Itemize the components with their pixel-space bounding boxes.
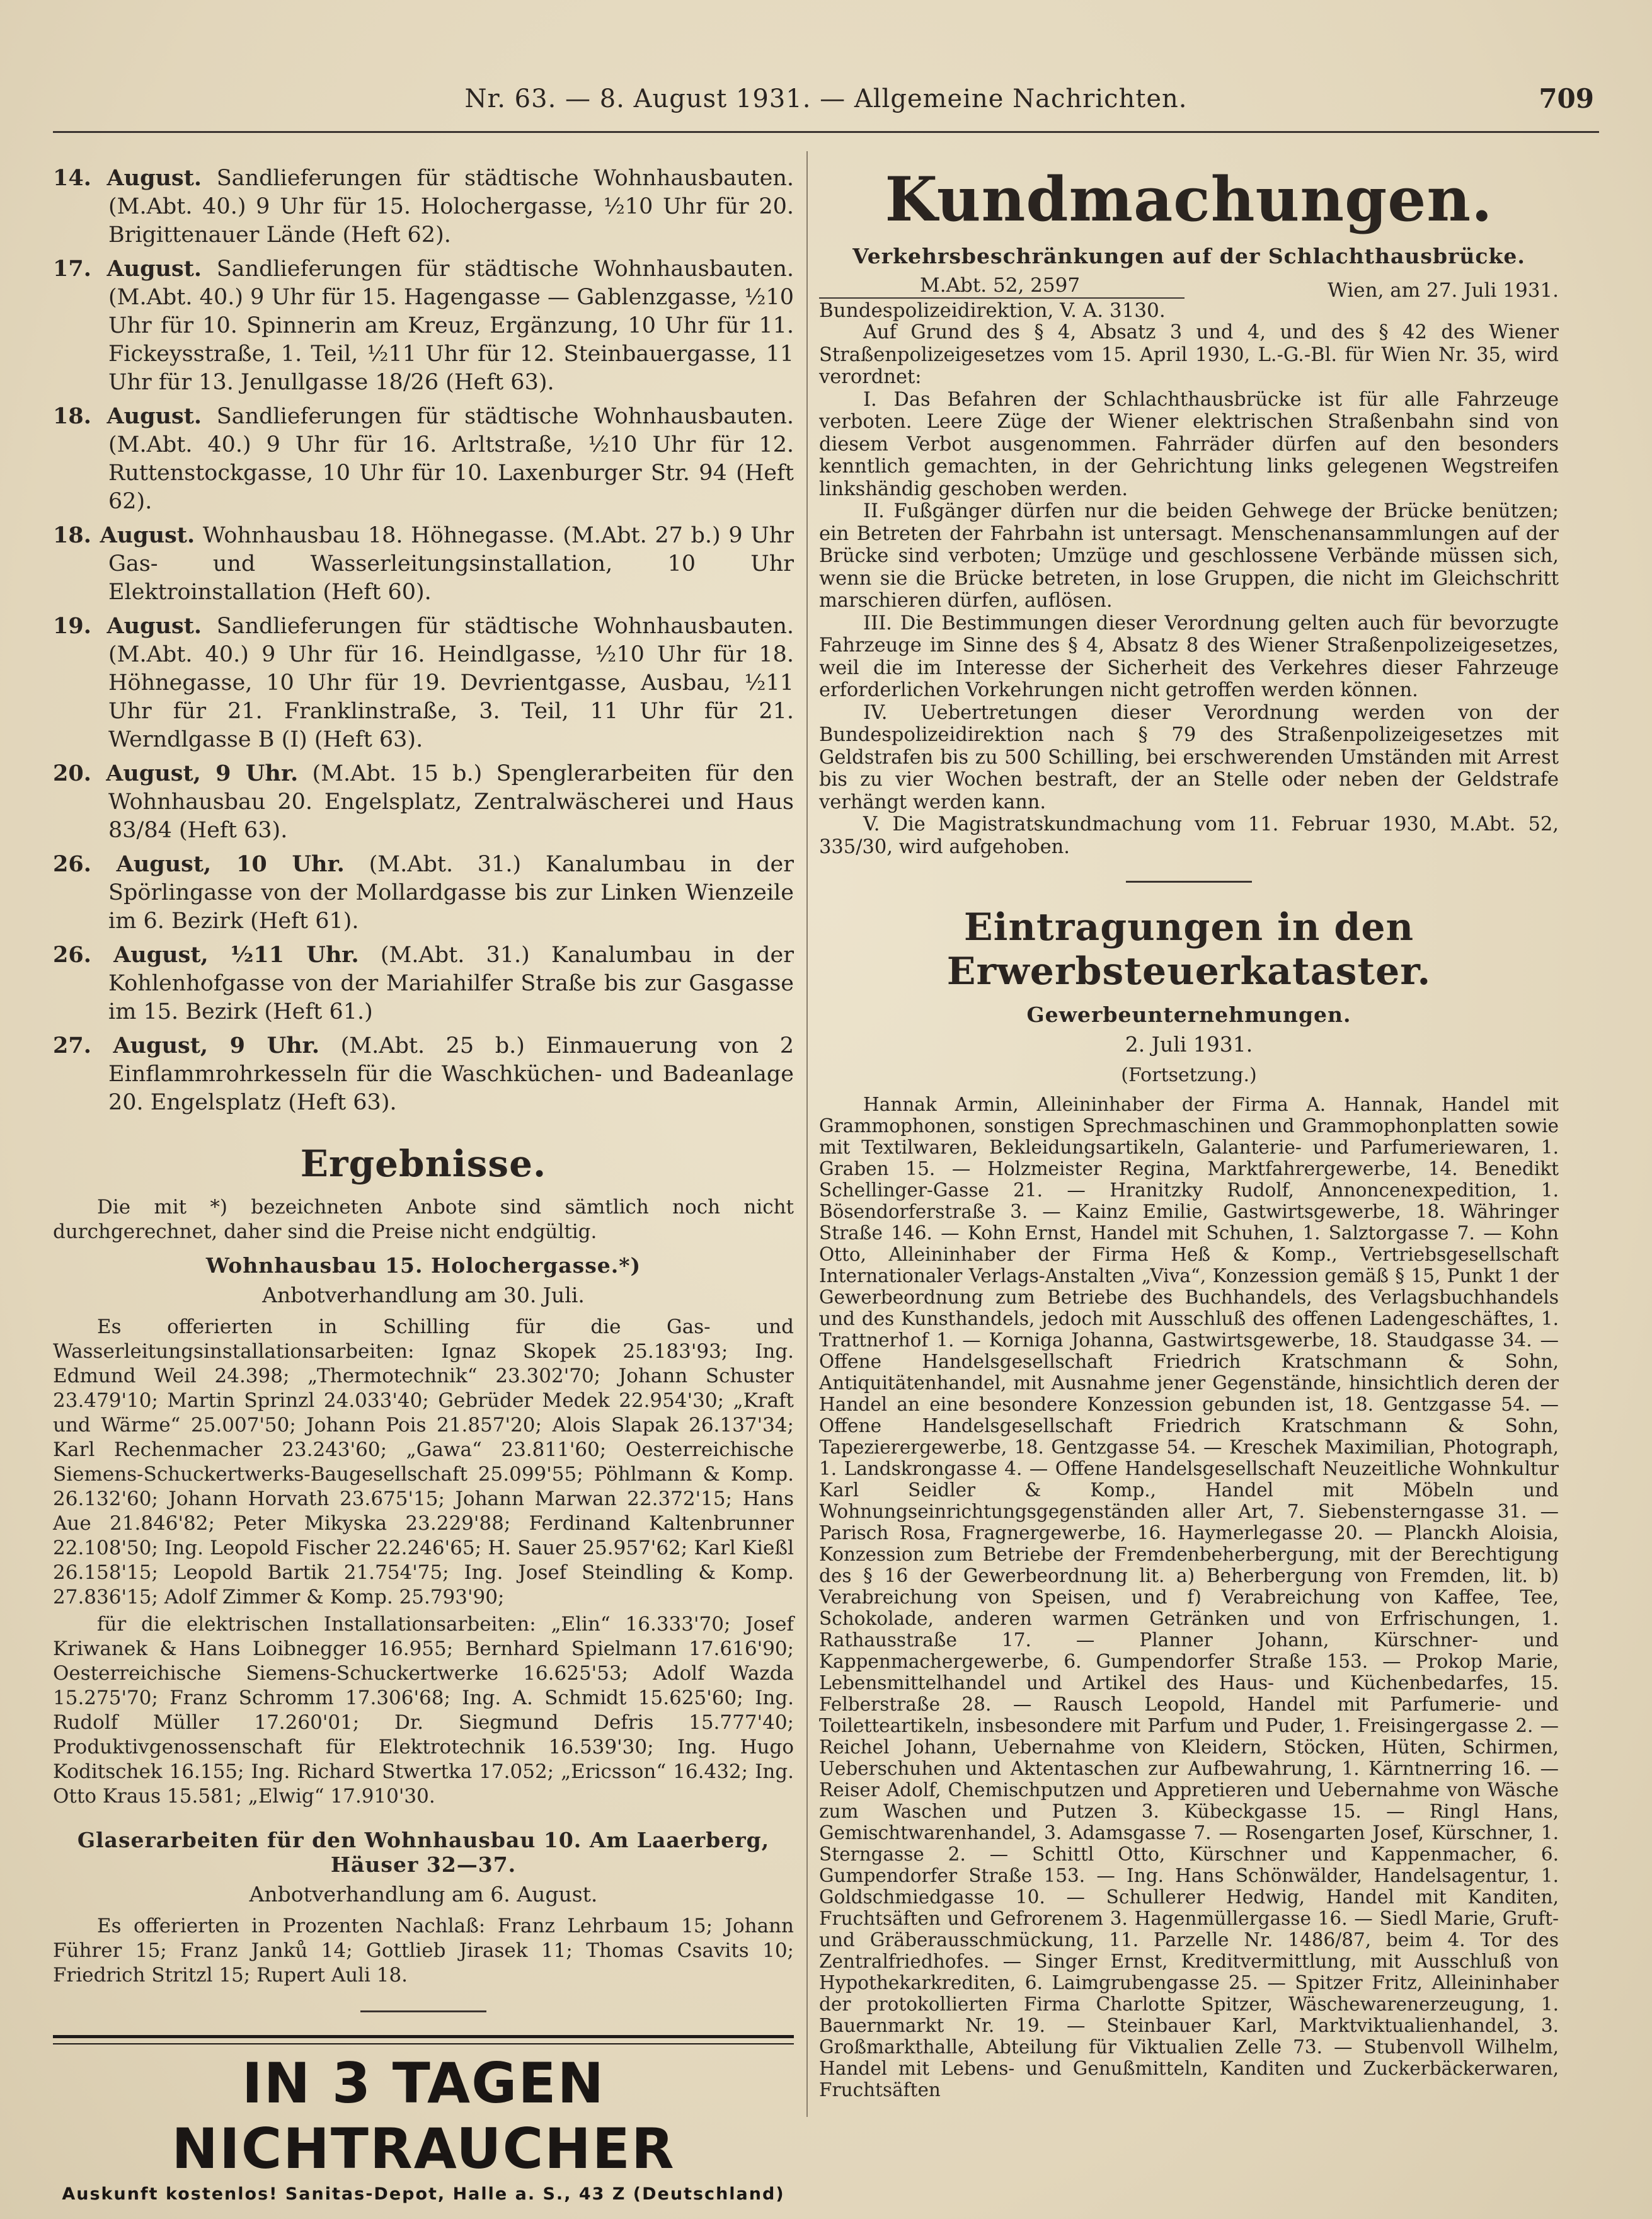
continuation-note: (Fortsetzung.) (1121, 1064, 1257, 1086)
schedule-entry: 20. August, 9 Uhr. (M.Abt. 15 b.) Spenglerarbeiten für den Wohnhausbau 20. Engelsplatz, Zentralwäscherei und Haus 83/84 (Heft 63). (53, 760, 794, 843)
bid-list-elektro: für die elektrischen Installationsarbeiten: „Elin“ 16.333'70; Josef Kriwanek & Hans Loibnegger 16.955; Bernhard Spielmann 17.616'90; Oesterreichische Siemens-Schuckertwerke 16.625'53; Adolf Wazda 15.275'70; Franz Schromm 17.306'68; Ing. A. Schmidt 15.625'60; Ing. Rudolf Müller 17.260'01; Dr. Siegmund Defris 15.777'40; Produktivgenossenschaft für Elektrotechnik 16.539'30; Ing. Hugo Koditschek 16.155; Ing. Richard Stwertka 17.052; „Ericsson“ 16.432; Ing. Otto Kraus 15.581; „Elwig“ 17.910'30. (53, 1613, 794, 1808)
notice-subtitle: Verkehrsbeschränkungen auf der Schlachthausbrücke. (852, 244, 1525, 268)
schedule-entry: 19. August. Sandlieferungen für städtische Wohnhausbauten. (M.Abt. 40.) 9 Uhr für 16. Heindlgasse, ½10 Uhr für 18. Höhnegasse, 10 Uhr für 19. Devrientgasse, Ausbau, ½11 Uhr für 21. Franklinstraße, 3. Teil, 11 Uhr für 21. Werndlgasse B (I) (Heft 63). (53, 613, 794, 752)
project-date: Anbotverhandlung am 6. August. (249, 1882, 598, 1907)
register-entries: Hannak Armin, Alleininhaber der Firma A. Hannak, Handel mit Grammophonen, sonstigen Sprechmaschinen und Grammophonplatten sowie mit Textilwaren, Bekleidungsartikeln, Galanterie- und Parfumeriewaren, 1. Graben 15. — Holzmeister Regina, Marktfahrergewerbe, 14. Benedikt Schellinger-Gasse 21. — Hranitzky Rudolf, Annoncenexpedition, 1. Bösendorferstraße 3. — Kainz Emilie, Gastwirtsgewerbe, 18. Währinger Straße 146. — Kohn Ernst, Handel mit Schuhen, 1. Salztorgasse 7. — Kohn Otto, Alleininhaber der Firma Heß & Komp., Vertriebsgesellschaft Internationaler Verlags-Anstalten „Viva“, Konzession gemäß § 15, Punkt 1 der Gewerbeordnung zum Betriebe des Buchhandels, des Verlagsbuchhandels und des Kunsthandels, jedoch mit Ausschluß des offenen Ladengeschäftes, 1. Trattnerhof 1. — Korniga Johanna, Gastwirtsgewerbe, 18. Staudgasse 34. — Offene Handelsgesellschaft Friedrich Kratschmann & Sohn, Antiquitätenhandel, mit Ausnahme jener Gegenstände, hinsichtlich deren der Handel an eine besondere Konzession gebunden ist, 18. Gentzgasse 54. — Offene Handelsgesellschaft Friedrich Kratschmann & Sohn, Tapezierergewerbe, 18. Gentzgasse 54. — Kreschek Maximilian, Photograph, 1. Landskrongasse 4. — Offene Handelsgesellschaft Neuzeitliche Wohnkultur Karl Seidler & Komp., Handel mit Möbeln und Wohnungseinrichtungsgegenständen aller Art, 7. Siebensterngasse 31. — Parisch Rosa, Fragnergewerbe, 16. Haymerlegasse 20. — Planckh Aloisia, Konzession zum Betriebe der Fremdenbeherbergung, mit der Berechtigung des § 16 der Gewerbeordnung lit. a) Beherbergung von Fremden, lit. b) Verabreichung von Speisen, und f) Verabreichung von Kaffee, Tee, Schokolade, anderen warmen Getränken und von Erfrischungen, 1. Rathausstraße 17. — Planner Johann, Kürschner- und Kappenmachergewerbe, 6. Gumpendorfer Straße 153. — Prokop Marie, Lebensmittelhandel und Artikel des Haus- und Küchenbedarfes, 15. Felberstraße 28. — Rausch Leopold, Handel mit Parfumerie- und Toiletteartikeln, insbesondere mit Parfum und Puder, 1. Freisingergasse 2. — Reichel Johann, Uebernahme von Kleidern, Stöcken, Hüten, Schirmen, Ueberschuhen und Aktentaschen zur Aufbewahrung, 1. Kärntnerring 16. — Reiser Adolf, Chemischputzen und Appretieren und Uebernahme von Wäsche zum Waschen und Putzen 3. Kübeckgasse 15. — Ringl Hans, Gemischtwarenhandel, 3. Adamsgasse 7. — Rosengarten Josef, Kürschner, 1. Sterngasse 2. — Schittl Otto, Kürschner und Kappenmacher, 6. Gumpendorfer Straße 153. — Ing. Hans Schönwälder, Handelsagentur, 1. Goldschmiedgasse 10. — Schullerer Hedwig, Handel mit Kanditen, Fruchtsäften und Gefrorenem 3. Hagenmüllergasse 16. — Siedl Marie, Gruft- und Gräberausschmückung, 11. Parzelle Nr. 1486/87, beim 4. Tor des Zentralfriedhofes. — Singer Ernst, Kreditvermittlung, mit Ausschluß von Hypothekarkrediten, 6. Laimgrubengasse 25. — Spitzer Fritz, Alleininhaber der protokollierten Firma Charlotte Spitzer, Wäschewarenerzeugung, 1. Bauernmarkt Nr. 19. — Steinbauer Karl, Marktviktualienhandel, 3. Großmarkthalle, Abteilung für Viktualien Zelle 73. — Stubenvoll Wilhelm, Handel mit Lebens- und Genußmitteln, Kanditen und Zuckerbäckerwaren, Fruchtsäften (819, 1094, 1559, 2101)
kundmachungen-heading: Kundmachungen. (885, 164, 1493, 235)
right-column (819, 164, 1559, 2166)
schedule-entry: 14. August. Sandlieferungen für städtische Wohnhausbauten. (M.Abt. 40.) 9 Uhr für 15. Holochergasse, ½10 Uhr für 20. Brigittenauer Lände (Heft 62). (53, 165, 794, 248)
advertisement (53, 2035, 794, 2204)
notice-paragraph: II. Fußgänger dürfen nur die beiden Gehwege der Brücke benützen; ein Betreten der Fahrbahn ist untersagt. Menschenansammlungen auf der Brücke sind verboten; Umzüge und geschlossene Verbände müssen sich, wenn sie die Brücke betreten, in lose Gruppen, die nicht im Gleichschritt marschieren dürfen, auflösen. (819, 500, 1559, 612)
project-title: Wohnhausbau 15. Holochergasse.*) (205, 1253, 641, 1278)
page-header (53, 81, 1599, 133)
reference-2: Bundespolizeidirektion, V. A. 3130. (819, 299, 1166, 322)
column-divider (806, 151, 808, 2117)
reference-row (819, 273, 1559, 321)
schedule-entry: 26. August, 10 Uhr. (M.Abt. 31.) Kanalumbau in der Spörlingasse von der Mollardgasse bis zur Linken Wienzeile im 6. Bezirk (Heft 61). (53, 851, 794, 934)
schedule-entry: 27. August, 9 Uhr. (M.Abt. 25 b.) Einmauerung von 2 Einflammrohrkesseln für die Waschküchen- und Badeanlage 20. Engelsplatz (Heft 63). (53, 1033, 794, 1115)
notice-date: Wien, am 27. Juli 1931. (1328, 279, 1559, 302)
section-rule (360, 2010, 486, 2012)
notice-paragraph: IV. Uebertretungen dieser Verordnung werden von der Bundespolizeidirektion nach § 79 des Straßenpolizeigesetzes mit Geldstrafen bis zu 500 Schilling, bei erschwerenden Umständen mit Arrest bis zu vier Wochen bestraft, der an Stelle oder neben der Geldstrafe verhängt werden kann. (819, 701, 1559, 813)
ad-rule (53, 2043, 794, 2044)
kataster-date: 2. Juli 1931. (1125, 1032, 1253, 1057)
schedule-entry: 26. August, ½11 Uhr. (M.Abt. 31.) Kanalumbau in der Kohlenhofgasse von der Mariahilfer Straße bis zur Gasgasse im 15. Bezirk (Heft 61.) (53, 942, 794, 1024)
project-date: Anbotverhandlung am 30. Juli. (262, 1283, 585, 1307)
schedule-entry: 18. August. Sandlieferungen für städtische Wohnhausbauten. (M.Abt. 40.) 9 Uhr für 16. Arltstraße, ½10 Uhr für 12. Ruttenstockgasse, 10 Uhr für 10. Laxenburger Str. 94 (Heft 62). (53, 403, 794, 514)
bid-list-glaser: Es offerierten in Prozenten Nachlaß: Franz Lehrbaum 15; Johann Führer 15; Franz Janků 14; Gottlieb Jirasek 11; Thomas Csavits 10; Friedrich Stritzl 15; Rupert Auli 18. (53, 1915, 794, 1987)
notice-paragraph: Auf Grund des § 4, Absatz 3 und 4, und des § 42 des Wiener Straßenpolizeigesetzes vom 15. April 1930, L.-G.-Bl. für Wien Nr. 35, wird verordnet: (819, 321, 1559, 388)
notice-paragraph: V. Die Magistratskundmachung vom 11. Februar 1930, M.Abt. 52, 335/30, wird aufgehoben. (819, 813, 1559, 858)
notice-paragraph: III. Die Bestimmungen dieser Verordnung gelten auch für bevorzugte Fahrzeuge im Sinne des § 4, Absatz 8 des Wiener Straßenpolizeigesetzes, weil die im Interesse der Sicherheit des Verkehres dieser Fahrzeuge erforderlichen Vorkehrungen nicht getroffen werden können. (819, 612, 1559, 701)
reference-numbers (819, 273, 1185, 323)
project-title: Glaserarbeiten für den Wohnhausbau 10. Am Laaerberg, Häuser 32—37. (77, 1828, 770, 1877)
schedule-entry: 17. August. Sandlieferungen für städtische Wohnhausbauten. (M.Abt. 40.) 9 Uhr für 15. Hagengasse — Gablenzgasse, ½10 Uhr für 10. Spinnerin am Kreuz, Ergänzung, 10 Uhr für 11. Fickeysstraße, 1. Teil, ½11 Uhr für 12. Steinbauergasse, 11 Uhr für 13. Jenullgasse 18/26 (Heft 63). (53, 256, 794, 395)
schedule-entry: 18. August. Wohnhausbau 18. Höhnegasse. (M.Abt. 27 b.) 9 Uhr Gas- und Wasserleitungsinstallation, 10 Uhr Elektroinstallation (Heft 60). (53, 522, 794, 605)
ad-subline: Auskunft kostenlos! Sanitas-Depot, Halle a. S., 43 Z (Deutschland) (62, 2184, 785, 2204)
left-column (53, 164, 794, 2204)
page-number: 709 (1539, 83, 1594, 114)
notice-paragraph: I. Das Befahren der Schlachthausbrücke ist für alle Fahrzeuge verboten. Leere Züge der Wiener elektrischen Straßenbahn sind von diesem Verbot ausgenommen. Fahrräder dürfen auf den besonders kenntlich gemachten, in der Gehrichtung links gelegenen Wegstreifen linkshändig geschoben werden. (819, 388, 1559, 500)
reference-1: M.Abt. 52, 2597 (819, 273, 1185, 299)
ergebnisse-note: Die mit *) bezeichneten Anbote sind sämtlich noch nicht durchgerechnet, daher sind die Preise nicht endgültig. (53, 1196, 794, 1243)
section-rule (1126, 881, 1252, 883)
bid-list-gas: Es offerierten in Schilling für die Gas- und Wasserleitungsinstallationsarbeiten: Ignaz Skopek 25.183'93; Ing. Edmund Weil 24.398; „Thermotechnik“ 23.302'70; Johann Schuster 23.479'10; Martin Sprinzl 24.033'40; Gebrüder Medek 22.954'30; „Kraft und Wärme“ 25.007'50; Johann Pois 21.857'20; Alois Slapak 26.137'34; Karl Rechenmacher 23.243'60; „Gawa“ 23.811'60; Oesterreichische Siemens-Schuckertwerks-Baugesellschaft 25.099'55; Pöhlmann & Komp. 26.132'60; Johann Horvath 23.675'15; Johann Marwan 22.372'15; Hans Aue 21.846'82; Peter Mikyska 23.229'88; Ferdinand Kaltenbrunner 22.108'50; Ing. Leopold Fischer 22.246'65; H. Sauer 25.957'62; Karl Kießl 26.158'15; Leopold Bartik 21.754'75; Ing. Josef Steindling & Komp. 27.836'15; Adolf Zimmer & Komp. 25.793'90; (53, 1316, 794, 1608)
ergebnisse-heading: Ergebnisse. (300, 1142, 547, 1185)
kataster-subtitle: Gewerbeunternehmungen. (1026, 1002, 1351, 1027)
running-title: Nr. 63. — 8. August 1931. — Allgemeine Nachrichten. (464, 84, 1188, 113)
kataster-heading: Eintragungen in den Erwerbsteuerkataster. (946, 905, 1431, 994)
ad-headline: IN 3 TAGEN NICHTRAUCHER (171, 2051, 675, 2181)
